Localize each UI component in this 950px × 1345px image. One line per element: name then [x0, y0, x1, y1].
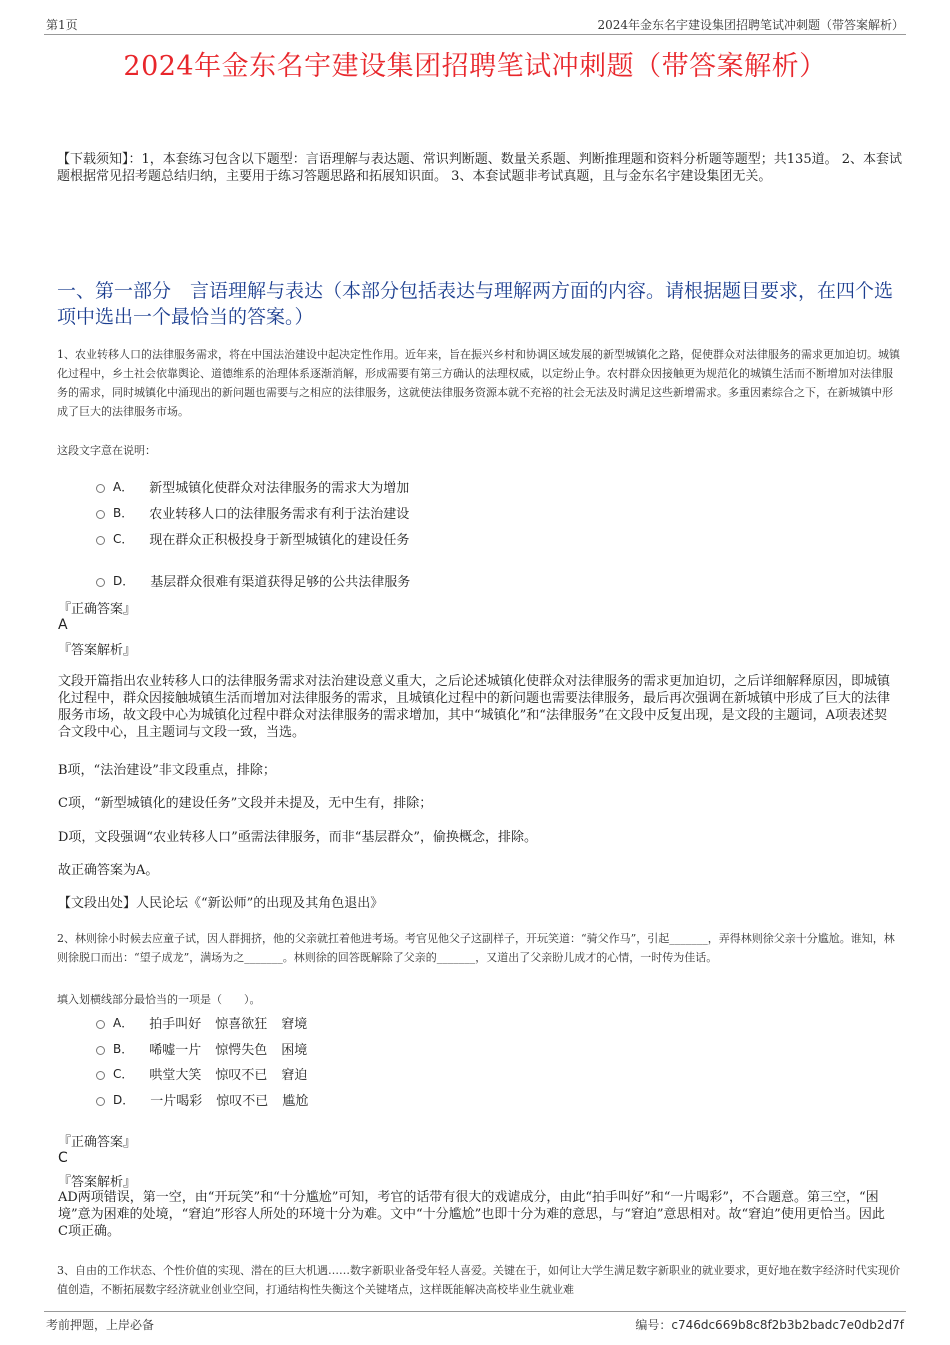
- question-1-conclusion: 故正确答案为A。: [58, 863, 159, 878]
- radio-icon[interactable]: [96, 510, 105, 519]
- question-1-analysis-label: 『答案解析』: [58, 643, 137, 658]
- option-text: 现在群众正积极投身于新型城镇化的建设任务: [149, 533, 410, 548]
- option-word-2: 惊叹不已: [216, 1094, 269, 1109]
- option-word-3: 困境: [281, 1043, 308, 1058]
- option-word-3: 窘境: [281, 1017, 308, 1032]
- question-1-option-a[interactable]: [96, 477, 409, 496]
- question-1-text: 1、农业转移人口的法律服务需求，将在中国法治建设中起决定性作用。近年来，旨在振兴乡村和协调区域发展的新型城镇化之路，促使群众对法律服务的需求更加迫切。城镇化过程中，乡土社会依靠舆论、道德维系的治理体系逐渐消解，形成需要有第三方确认的法理权威，以定纷止争。农村群众因接触更为规范化的城镇生活而不断增加对法律服务的需求，同时城镇化中涌现出的新问题也需要与之相应的法律服务，这就使法律服务资源本就不充裕的社会无法及时满足这些新增需求。多重因素综合之下，在新城镇中形成了巨大的法律服务市场。: [57, 348, 900, 418]
- footer-code-value: c746dc669b8c8f2b3b2badc7e0db2d7f: [671, 1318, 904, 1332]
- radio-icon[interactable]: [96, 1071, 105, 1080]
- option-word-1: 唏嘘一片: [149, 1043, 202, 1058]
- question-2-prompt: 填入划横线部分最恰当的一项是（ ）。: [57, 993, 261, 1006]
- option-word-2: 惊喜欲狂: [215, 1017, 268, 1032]
- header-doc-title: 2024年金东名宇建设集团招聘笔试冲刺题（带答案解析）: [597, 18, 904, 32]
- footer-code-label: 编号：: [635, 1318, 672, 1332]
- option-letter: A．: [113, 1016, 134, 1030]
- question-2-answer-label: 『正确答案』: [58, 1135, 137, 1150]
- question-1-source: 【文段出处】人民论坛《“新讼师”的出现及其角色退出》: [58, 896, 384, 911]
- option-letter: C．: [113, 1067, 134, 1081]
- question-3-text: 3、自由的工作状态、个性价值的实现、潜在的巨大机遇……数字新职业备受年轻人喜爱。关键在于，如何让大学生满足数字新职业的就业要求，更好地在数字经济时代实现价值创造，不断拓展数字经济就业创业空间，打通结构性失衡这个关键堵点，这样既能解决高校毕业生就业难: [57, 1264, 900, 1296]
- option-word-1: 哄堂大笑: [149, 1068, 202, 1083]
- question-2-option-b[interactable]: [96, 1039, 307, 1058]
- document-title: 2024年金东名宇建设集团招聘笔试冲刺题（带答案解析）: [123, 51, 827, 82]
- option-letter: B．: [113, 506, 134, 520]
- question-1-analysis-b: B项，“法治建设”非文段重点，排除；: [58, 763, 276, 778]
- option-letter: C．: [113, 532, 134, 546]
- question-2-option-a[interactable]: [96, 1013, 307, 1032]
- question-1-analysis-main: 文段开篇指出农业转移人口的法律服务需求对法治建设意义重大，之后论述城镇化使群众对法律服务的需求更加迫切，之后详细解释原因，即城镇化过程中，群众因接触城镇生活而增加对法律服务的需求，且城镇化过程中的新问题也需要法律服务，最后再次强调在新城镇中形成了巨大的法律服务市场，故文段中心为城镇化过程中群众对法律服务的需求增加，其中“城镇化”和“法律服务”在文段中反复出现，是文段的主题词，A项表述契合文段中心，且主题词与文段一致，当选。: [58, 674, 891, 740]
- option-word-1: 拍手叫好: [149, 1017, 202, 1032]
- option-letter: D．: [113, 574, 135, 588]
- option-letter: B．: [113, 1042, 134, 1056]
- option-text: 基层群众很难有渠道获得足够的公共法律服务: [150, 575, 411, 590]
- radio-icon[interactable]: [96, 1097, 105, 1106]
- question-1-analysis-d: D项，文段强调“农业转移人口”亟需法律服务，而非“基层群众”，偷换概念，排除。: [58, 830, 538, 845]
- option-text: 新型城镇化使群众对法律服务的需求大为增加: [149, 481, 410, 496]
- question-2-option-d[interactable]: [96, 1090, 308, 1109]
- option-letter: D．: [113, 1093, 135, 1107]
- option-word-2: 惊愕失色: [215, 1043, 268, 1058]
- option-word-3: 窘迫: [281, 1068, 308, 1083]
- radio-icon[interactable]: [96, 1046, 105, 1055]
- question-2-analysis-label: 『答案解析』: [58, 1175, 137, 1190]
- option-word-2: 惊叹不已: [215, 1068, 268, 1083]
- radio-icon[interactable]: [96, 578, 105, 587]
- option-word-1: 一片喝彩: [150, 1094, 203, 1109]
- question-1-answer: A: [58, 617, 68, 633]
- section-heading: 一、第一部分 言语理解与表达（本部分包括表达与理解两方面的内容。请根据题目要求，在四个选项中选出一个最恰当的答案。）: [57, 280, 894, 328]
- question-2-answer: C: [58, 1150, 68, 1166]
- option-word-3: 尴尬: [282, 1094, 309, 1109]
- radio-icon[interactable]: [96, 1020, 105, 1029]
- footer-code: [635, 1316, 904, 1333]
- question-1-option-c[interactable]: [96, 529, 409, 548]
- question-2-text: 2、林则徐小时候去应童子试，因人群拥挤，他的父亲就扛着他进考场。考官见他父子这副样子，开玩笑道：“骑父作马”，引起_______，弄得林则徐父亲十分尴尬。谁知，林则徐脱口而出：“望子成龙”，满场为之_______。林则徐的回答既解除了父亲的_______，又道出了父亲盼儿成才的心情，一时传为佳话。: [57, 932, 895, 964]
- question-1-analysis-c: C项，“新型城镇化的建设任务”文段并未提及，无中生有，排除；: [58, 796, 433, 811]
- footer-slogan: 考前押题，上岸必备: [46, 1318, 155, 1332]
- question-1-answer-label: 『正确答案』: [58, 602, 137, 617]
- page-number: 第1页: [46, 18, 78, 32]
- page-footer: [44, 1311, 906, 1334]
- page-header: [44, 14, 906, 35]
- question-1-option-b[interactable]: [96, 503, 409, 522]
- question-2-analysis: AD两项错误，第一空，由“开玩笑”和“十分尴尬”可知，考官的话带有很大的戏谑成分，由此“拍手叫好”和“一片喝彩”，不合题意。第三空，“困境”意为困难的处境，“窘迫”形容人所处的环境十分为难。文中“十分尴尬”也即十分为难的意思，与“窘迫”意思相对。故“窘迫”使用更恰当。因此C项正确。: [58, 1190, 885, 1239]
- download-notice: 【下载须知】：1，本套练习包含以下题型：言语理解与表达题、常识判断题、数量关系题、判断推理题和资料分析题等题型；共135道。 2、本套试题根据常见招考题总结归纳，主要用于练习答题思路和拓展知识面。 3、本套试题非考试真题，且与金东名宇建设集团无关。: [57, 152, 902, 184]
- question-2-option-c[interactable]: [96, 1064, 307, 1083]
- radio-icon[interactable]: [96, 536, 105, 545]
- option-letter: A．: [113, 480, 134, 494]
- radio-icon[interactable]: [96, 484, 105, 493]
- question-1-option-d[interactable]: [96, 571, 410, 590]
- question-1-prompt: 这段文字意在说明：: [57, 444, 156, 457]
- option-text: 农业转移人口的法律服务需求有利于法治建设: [149, 507, 410, 522]
